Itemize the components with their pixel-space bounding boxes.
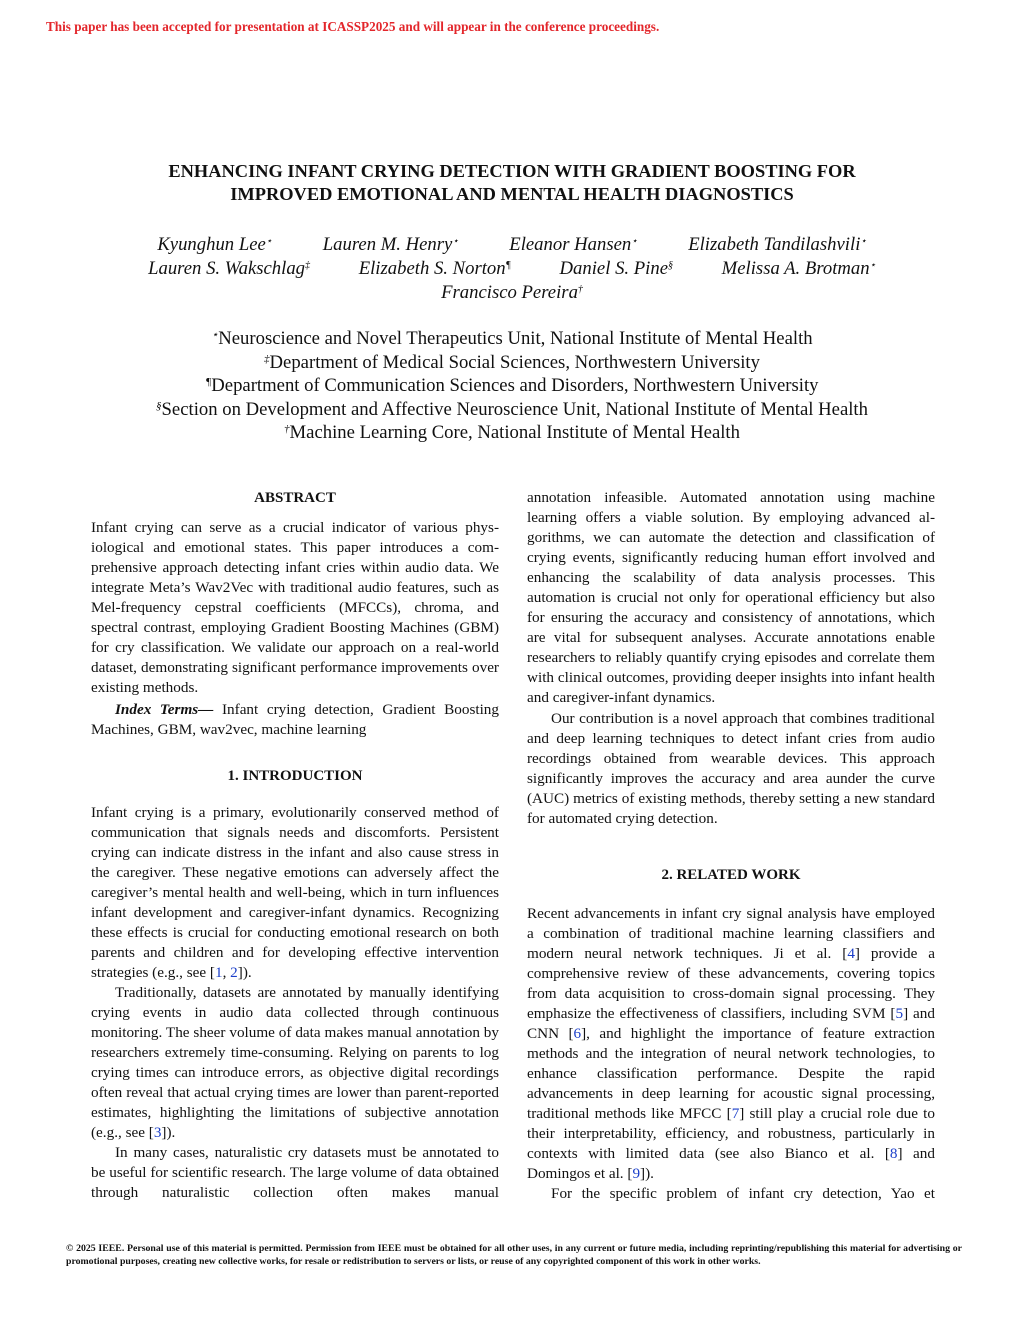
affiliation: ⋆Neuroscience and Novel Therapeutics Unit, National Institute of Mental Health xyxy=(211,328,813,349)
citation-link[interactable]: 8 xyxy=(889,1145,898,1163)
related-work-paragraph-1: Recent advancements in infant cry signal analysis have employed a combination of traditional machine learning classifiers and modern neural network techniques. Ji et al. [4] provide a comprehensive review of these advancements, covering topics from data acquisition to cross-domain signal processing. They emphasize the effectiveness of classifiers, including SVM [5] and CNN [6], and highlight the importance of feature extraction methods and the integration of neural network technologies, to enhance classification performance. Despite the rapid advancements in deep learning for acoustic signal processing, traditional methods like MFCC [7] still play a crucial role due to their interpretability, efficiency, and robustness, particularly in contexts with limited data (see also Bianco et al. [8] and Domingos et al. [9]). xyxy=(527,904,935,1183)
related-work-heading: 2. RELATED WORK xyxy=(661,866,801,883)
paper-title-line-1: ENHANCING INFANT CRYING DETECTION WITH GRADIENT BOOSTING FOR xyxy=(168,161,856,181)
citation-link[interactable]: 7 xyxy=(731,1105,740,1123)
affiliation-list xyxy=(60,327,964,445)
intro-paragraph-3-continued: annotation infeasible. Automated annotation using machine learning offers a viable solution. By employing advanced algorithms, we can automate the detection and classification of crying events, significantly reducing human effort involved and enhancing the scalability of data analysis processes. This automation is crucial not only for operational efficiency but also for ensuring the accuracy and consistency of annotations, which are vital for subsequent analyses. Accurate annotations enable researchers to reliably quantify crying episodes and correlate them with clinical outcomes, providing deeper insights into infant health and caregiver-infant dynamics. xyxy=(527,489,935,707)
introduction-heading: 1. INTRODUCTION xyxy=(227,767,363,784)
affiliation: ¶Department of Communication Sciences and Disorders, Northwestern University xyxy=(205,375,819,396)
affiliation: §Section on Development and Affective Neuroscience Unit, National Institute of Mental Health xyxy=(156,398,868,420)
citation-link[interactable]: 3 xyxy=(153,1124,162,1142)
author: Elizabeth Tandilashvili⋆ xyxy=(688,234,867,255)
citation-link[interactable]: 2 xyxy=(230,963,238,981)
citation-link[interactable]: 1 xyxy=(214,963,223,981)
intro-paragraph-2: Traditionally, datasets are annotated by manually identifying crying events in audio data collected through continuous monitoring. The sheer volume of data makes manual annotation by researchers extremely time-consuming. Relying on parents to log crying times can introduce errors, as objective digital recordings often reveal that actual crying times are lower than parent-reported estimates, highlighting the limitations of subjective annotation (e.g., see [3]). xyxy=(91,983,499,1142)
author: Kyunghun Lee⋆ xyxy=(157,234,273,255)
author: Francisco Pereira† xyxy=(441,282,583,303)
acceptance-notice: This paper has been accepted for presentation at ICASSP2025 and will appear in the conference proceedings. xyxy=(46,19,660,34)
citation-link[interactable]: 6 xyxy=(573,1025,582,1043)
abstract-heading: ABSTRACT xyxy=(254,490,336,506)
author: Daniel S. Pine§ xyxy=(559,258,673,279)
author: Lauren M. Henry⋆ xyxy=(322,234,459,255)
affiliation: ‡Department of Medical Social Sciences, Northwestern University xyxy=(264,351,760,373)
right-column xyxy=(527,488,935,1205)
author: Eleanor Hansen⋆ xyxy=(509,234,638,255)
affiliation: †Machine Learning Core, National Institute of Mental Health xyxy=(284,422,740,443)
index-terms: Index Terms— Infant crying detection, Gradient Boosting Machines, GBM, wav2vec, machine learning xyxy=(91,701,499,739)
author-line-2 xyxy=(60,257,964,281)
intro-paragraph-4: Our contribution is a novel approach that combines traditional and deep learning techniques to detect infant cries from audio recordings obtained from wearable devices. This approach significantly improves the accuracy and area aunder the curve (AUC) metrics of existing methods, thereby setting a new standard for automated crying detection. xyxy=(527,709,935,827)
intro-paragraph-3: In many cases, naturalistic cry datasets must be annotated to be useful for scientific research. The large volume of data obtained through naturalistic collection often makes manual xyxy=(91,1144,499,1202)
index-terms-label: Index Terms— xyxy=(115,701,214,719)
intro-paragraph-1: Infant crying is a primary, evolutionarily conserved method of communication that signals needs and discomforts. Persistent crying can indicate distress in the infant and also cause stress in the caregiver. These negative emotions can adversely affect the caregiver’s mental health and well-being, which in turn influences infant development and caregiver-infant dynamics. Recognizing these effects is crucial for conducting emotional research on both parents and children and for developing effective intervention strategies (e.g., see [1, 2]). xyxy=(91,803,499,981)
author: Elizabeth S. Norton¶ xyxy=(358,258,511,279)
citation-link[interactable]: 9 xyxy=(632,1165,641,1183)
citation-link[interactable]: 5 xyxy=(895,1005,904,1023)
author-list xyxy=(60,233,964,305)
related-work-paragraph-2: For the specific problem of infant cry detection, Yao et xyxy=(551,1185,935,1203)
copyright-footer: © 2025 IEEE. Personal use of this material is permitted. Permission from IEEE must be obtained for all other uses, in any current or future media, including reprinting/republishing this material for advertising or promotional purposes, creating new collective works, for resale or redistribution to servers or lists, or reuse of any copyrighted component of this work in other works. xyxy=(66,1243,962,1268)
author: Melissa A. Brotman⋆ xyxy=(721,258,876,279)
abstract-text: Infant crying can serve as a crucial indicator of various physiological and emotional states. This paper introduces a comprehensive approach detecting infant cries within audio data. We integrate Meta’s Wav2Vec with traditional audio features, such as Mel-frequency cepstral coefficients (MFCCs), chroma, and spectral contrast, employing Gradient Boosting Machines (GBM) for cry classification. We validate our approach on a real-world dataset, demonstrating significant performance improvements over existing methods. xyxy=(91,519,499,697)
citation-link[interactable]: 4 xyxy=(847,944,855,962)
author-line-3 xyxy=(60,281,964,305)
paper-title-line-2: IMPROVED EMOTIONAL AND MENTAL HEALTH DIAGNOSTICS xyxy=(230,184,794,204)
author-line-1 xyxy=(60,233,964,257)
author: Lauren S. Wakschlag‡ xyxy=(148,258,311,279)
left-column xyxy=(91,488,499,1203)
